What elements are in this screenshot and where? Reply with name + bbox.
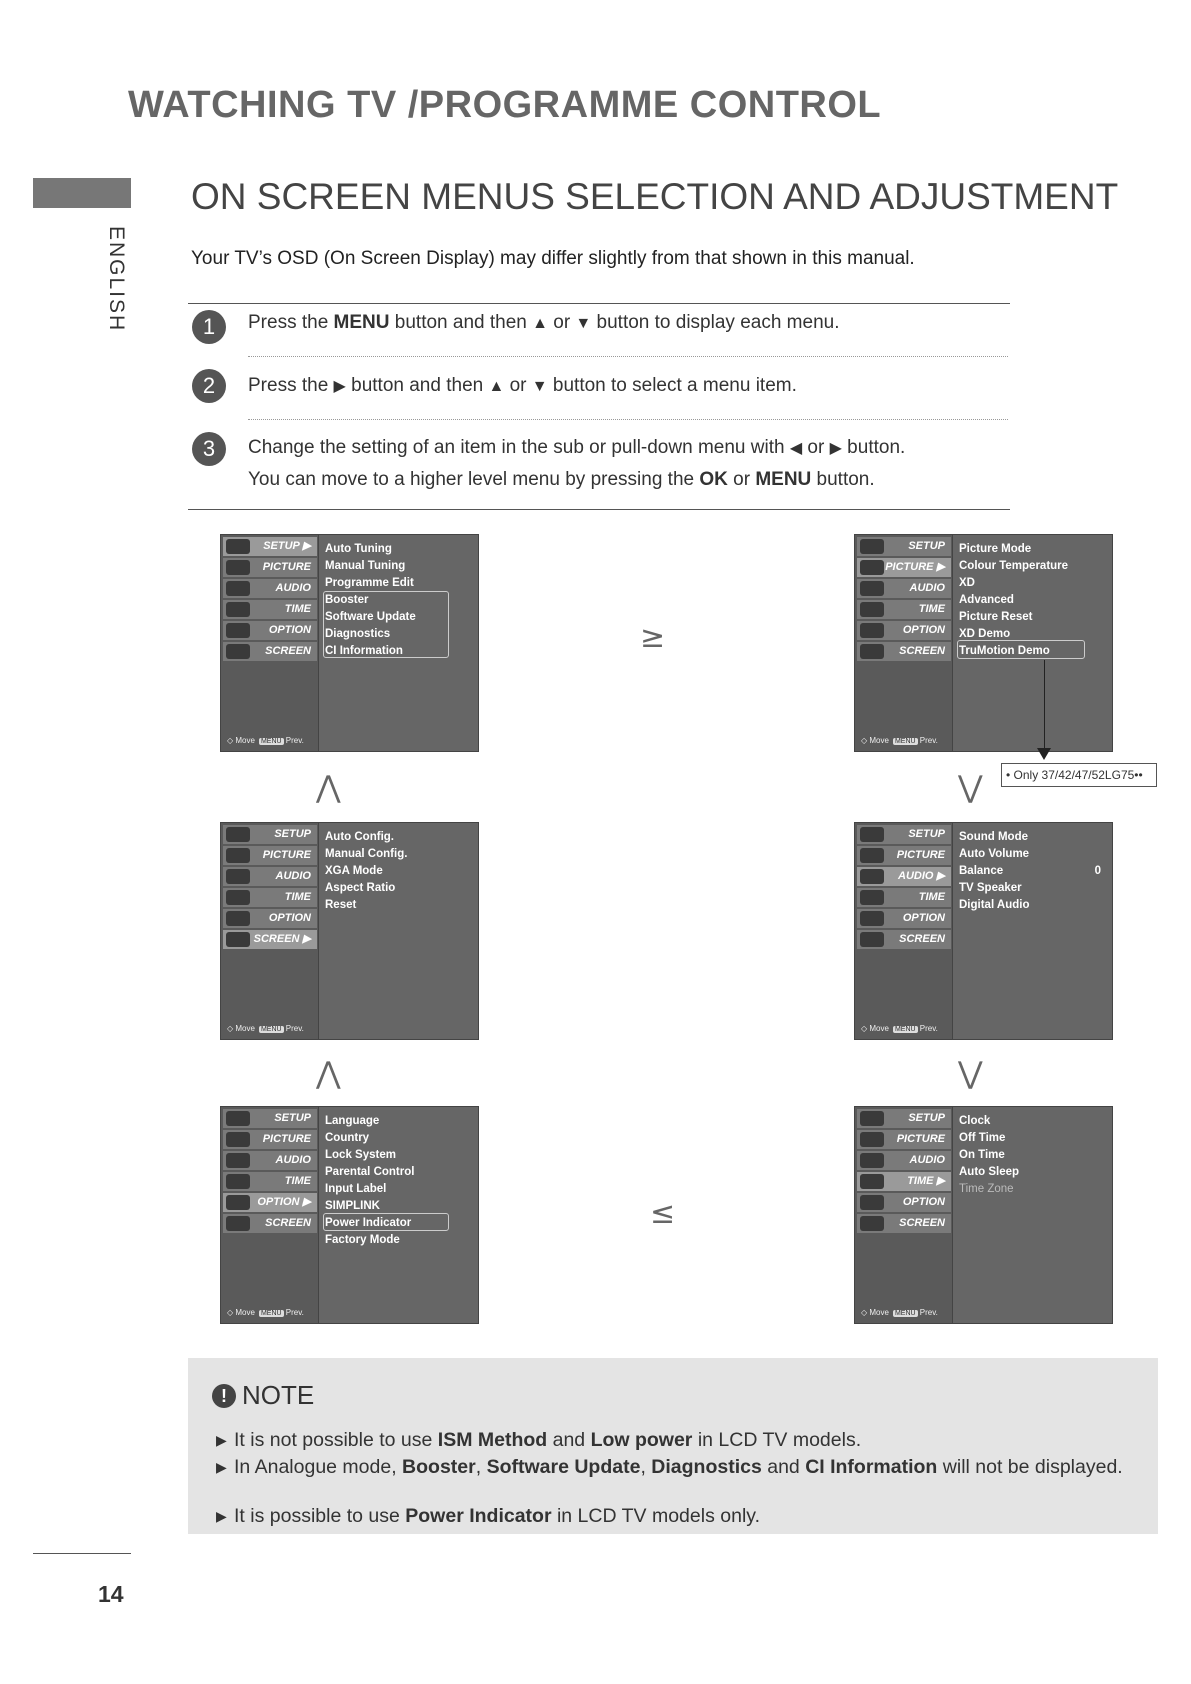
screen-icon [226,932,250,947]
osd-cat-audio[interactable]: AUDIO [223,1151,317,1170]
side-tab-marker [33,178,131,208]
osd-items [959,1113,1109,1198]
osd-cat-option[interactable]: OPTION [857,621,951,640]
up-arrow-icon: ▲ [532,315,548,332]
osd-screen-menu [220,822,479,1040]
setup-icon [226,1111,250,1126]
option-icon [226,1195,250,1210]
osd-item[interactable]: Picture Reset [959,611,1033,623]
option-icon [860,623,884,638]
osd-item[interactable]: Programme Edit [325,577,414,589]
step-3-number: 3 [192,432,226,466]
osd-cat-option[interactable]: OPTION ▶ [223,1193,317,1212]
osd-item[interactable]: Language [325,1115,380,1127]
flow-left-arrow-icon: ≤ [650,1196,676,1231]
osd-cat-audio[interactable]: AUDIO [857,579,951,598]
osd-time-menu [854,1106,1113,1324]
pointer-line [1044,660,1045,752]
osd-footer: ◇ Move MENU Prev. [227,1308,304,1317]
screen-icon [860,1216,884,1231]
osd-item-balance[interactable]: Balance 0 [959,863,1109,880]
osd-items [325,541,475,660]
option-icon [226,911,250,926]
clock-icon [226,1174,250,1189]
osd-cat-audio[interactable]: AUDIO [223,867,317,886]
osd-item[interactable]: XD Demo [959,628,1011,640]
osd-setup-menu [220,534,479,752]
step-1-text: Press the MENU button and then ▲ or ▼ button to display each menu. [248,312,840,333]
osd-item[interactable]: Auto Sleep [959,1166,1020,1178]
step-3-text: Change the setting of an item in the sub or pull-down menu with ◀ or ▶ button. You can move to a higher level menu by pressing the OK or MENU button. [248,437,906,490]
osd-cat-setup[interactable]: SETUP [223,825,317,844]
bullet-arrow-icon: ▶ [216,1432,227,1448]
osd-cat-setup[interactable]: SETUP [223,1109,317,1128]
clock-icon [226,890,250,905]
down-arrow-icon: ▼ [531,378,548,395]
setup-icon [226,827,250,842]
osd-item[interactable]: Sound Mode [959,831,1028,843]
osd-footer: ◇ Move MENU Prev. [227,736,304,745]
screen-icon [226,644,250,659]
osd-cat-picture[interactable]: PICTURE [857,846,951,865]
osd-cat-time[interactable]: TIME [223,888,317,907]
osd-item[interactable]: Colour Temperature [959,560,1069,572]
clock-icon [860,890,884,905]
step-divider [248,356,1008,357]
osd-cat-setup[interactable]: SETUP [857,537,951,556]
osd-cat-audio[interactable]: AUDIO [857,1151,951,1170]
osd-picture-menu [854,534,1113,752]
osd-cat-picture[interactable]: PICTURE [223,1130,317,1149]
osd-cat-picture[interactable]: PICTURE [857,1130,951,1149]
flow-right-arrow-icon: ≥ [640,620,666,655]
bullet-arrow-icon: ▶ [216,1508,227,1524]
audio-icon [226,869,250,884]
osd-item[interactable]: Advanced [959,594,1014,606]
osd-item[interactable]: Input Label [325,1183,387,1195]
osd-item[interactable]: Aspect Ratio [325,882,396,894]
steps-bottom-rule [188,509,1010,510]
model-note: • Only 37/42/47/52LG75•• [1001,763,1157,787]
down-arrow-icon: ▼ [575,315,592,332]
osd-item[interactable]: Parental Control [325,1166,415,1178]
osd-cat-screen[interactable]: SCREEN [223,1214,317,1233]
osd-item[interactable]: TV Speaker [959,882,1022,894]
osd-item[interactable]: Digital Audio [959,899,1030,911]
osd-cat-screen[interactable]: SCREEN ▶ [223,930,317,949]
pointer-arrow-icon [1037,748,1051,760]
osd-option-menu [220,1106,479,1324]
osd-cat-time[interactable]: TIME [857,600,951,619]
osd-category-list [221,823,319,1039]
osd-cat-option[interactable]: OPTION [857,1193,951,1212]
screen-icon [226,1216,250,1231]
osd-item[interactable]: XGA Mode [325,865,383,877]
osd-item[interactable]: Manual Config. [325,848,408,860]
chapter-title: WATCHING TV /PROGRAMME CONTROL [128,84,882,126]
language-label: ENGLISH [105,226,128,333]
osd-cat-time[interactable]: TIME [223,1172,317,1191]
flow-up-arrow-icon: ⋀ [316,770,341,805]
setup-icon [860,539,884,554]
osd-item[interactable]: Auto Config. [325,831,394,843]
setup-icon [226,539,250,554]
picture-icon [226,1132,250,1147]
osd-cat-picture[interactable]: PICTURE [223,558,317,577]
osd-item[interactable]: Country [325,1132,370,1144]
osd-cat-setup[interactable]: SETUP ▶ [223,537,317,556]
step-2-number: 2 [192,369,226,403]
osd-item[interactable]: Auto Volume [959,848,1030,860]
flow-down-arrow-icon: ⋁ [958,1056,983,1091]
osd-item[interactable]: Auto Tuning [325,543,392,555]
osd-item[interactable]: Reset [325,899,357,911]
right-arrow-icon: ▶ [333,378,346,395]
picture-icon [226,848,250,863]
audio-icon [226,1153,250,1168]
audio-icon [860,869,884,884]
osd-item[interactable]: Software Update [325,611,416,623]
osd-cat-screen[interactable]: SCREEN [857,642,951,661]
intro-text: Your TV’s OSD (On Screen Display) may differ slightly from that shown in this manual. [191,248,915,269]
osd-items [325,829,475,914]
step-divider [248,419,1008,420]
picture-icon [226,560,250,575]
osd-cat-screen[interactable]: SCREEN [857,1214,951,1233]
osd-items [959,829,1109,914]
osd-item[interactable]: SIMPLINK [325,1200,380,1212]
note-item-2: ▶ In Analogue mode, Booster, Software Update, Diagnostics and CI Information will not be displayed. [216,1456,1123,1478]
osd-footer: ◇ Move MENU Prev. [861,1024,938,1033]
flow-up-arrow-icon: ⋀ [316,1056,341,1091]
picture-icon [860,848,884,863]
osd-category-list [221,1107,319,1323]
option-icon [226,623,250,638]
osd-footer: ◇ Move MENU Prev. [861,736,938,745]
osd-cat-audio[interactable]: AUDIO [223,579,317,598]
osd-item[interactable]: Manual Tuning [325,560,406,572]
setup-icon [860,827,884,842]
option-icon [860,911,884,926]
osd-cat-screen[interactable]: SCREEN [223,642,317,661]
osd-item[interactable]: CI Information [325,645,403,657]
osd-cat-picture[interactable]: PICTURE [223,846,317,865]
osd-category-list [855,823,953,1039]
osd-cat-time[interactable]: TIME [223,600,317,619]
note-title: ! NOTE [212,1380,314,1411]
up-arrow-icon: ▲ [488,378,505,395]
osd-cat-time[interactable]: TIME ▶ [857,1172,951,1191]
osd-item[interactable]: XD [959,577,975,589]
note-item-1: ▶ It is not possible to use ISM Method and Low power in LCD TV models. [216,1429,862,1451]
page-number: 14 [98,1581,124,1607]
picture-icon [860,1132,884,1147]
left-arrow-icon: ◀ [789,440,803,457]
screen-icon [860,932,884,947]
step-2-text: Press the ▶ button and then ▲ or ▼ button to select a menu item. [248,375,797,396]
osd-item[interactable]: Off Time [959,1132,1006,1144]
osd-category-list [855,1107,953,1323]
osd-cat-picture[interactable]: PICTURE ▶ [857,558,951,577]
osd-audio-menu [854,822,1113,1040]
audio-icon [860,1153,884,1168]
osd-item[interactable]: Power Indicator [325,1217,412,1229]
osd-item[interactable]: On Time [959,1149,1005,1161]
balance-value: 0 [1094,865,1101,877]
osd-cat-audio[interactable]: AUDIO ▶ [857,867,951,886]
setup-icon [860,1111,884,1126]
osd-cat-time[interactable]: TIME [857,888,951,907]
step-1-number: 1 [192,310,226,344]
osd-item[interactable]: Diagnostics [325,628,391,640]
osd-item[interactable]: Clock [959,1115,991,1127]
right-arrow-icon: ▶ [829,440,842,457]
bullet-arrow-icon: ▶ [216,1459,227,1475]
exclamation-icon: ! [212,1384,236,1408]
osd-item[interactable]: Picture Mode [959,543,1032,555]
picture-icon [860,560,884,575]
flow-down-arrow-icon: ⋁ [958,770,983,805]
clock-icon [860,602,884,617]
osd-item[interactable]: Booster [325,594,369,606]
audio-icon [226,581,250,596]
audio-icon [860,581,884,596]
note-item-3: ▶ It is possible to use Power Indicator in LCD TV models only. [216,1505,760,1527]
osd-cat-screen[interactable]: SCREEN [857,930,951,949]
osd-category-list [221,535,319,751]
osd-cat-option[interactable]: OPTION [857,909,951,928]
section-title: ON SCREEN MENUS SELECTION AND ADJUSTMENT [191,176,1119,217]
option-icon [860,1195,884,1210]
clock-icon [860,1174,884,1189]
footer-rule [33,1553,131,1554]
osd-cat-option[interactable]: OPTION [223,621,317,640]
osd-footer: ◇ Move MENU Prev. [227,1024,304,1033]
osd-item[interactable]: Factory Mode [325,1234,400,1246]
screen-icon [860,644,884,659]
clock-icon [226,602,250,617]
osd-cat-setup[interactable]: SETUP [857,825,951,844]
osd-items [959,541,1109,660]
osd-item[interactable]: Lock System [325,1149,396,1161]
osd-items [325,1113,475,1249]
osd-cat-setup[interactable]: SETUP [857,1109,951,1128]
osd-category-list [855,535,953,751]
note-box [188,1358,1158,1534]
osd-footer: ◇ Move MENU Prev. [861,1308,938,1317]
osd-item-disabled: Time Zone [959,1183,1014,1195]
steps-top-rule [188,303,1010,304]
osd-cat-option[interactable]: OPTION [223,909,317,928]
osd-item[interactable]: TruMotion Demo [959,645,1050,657]
